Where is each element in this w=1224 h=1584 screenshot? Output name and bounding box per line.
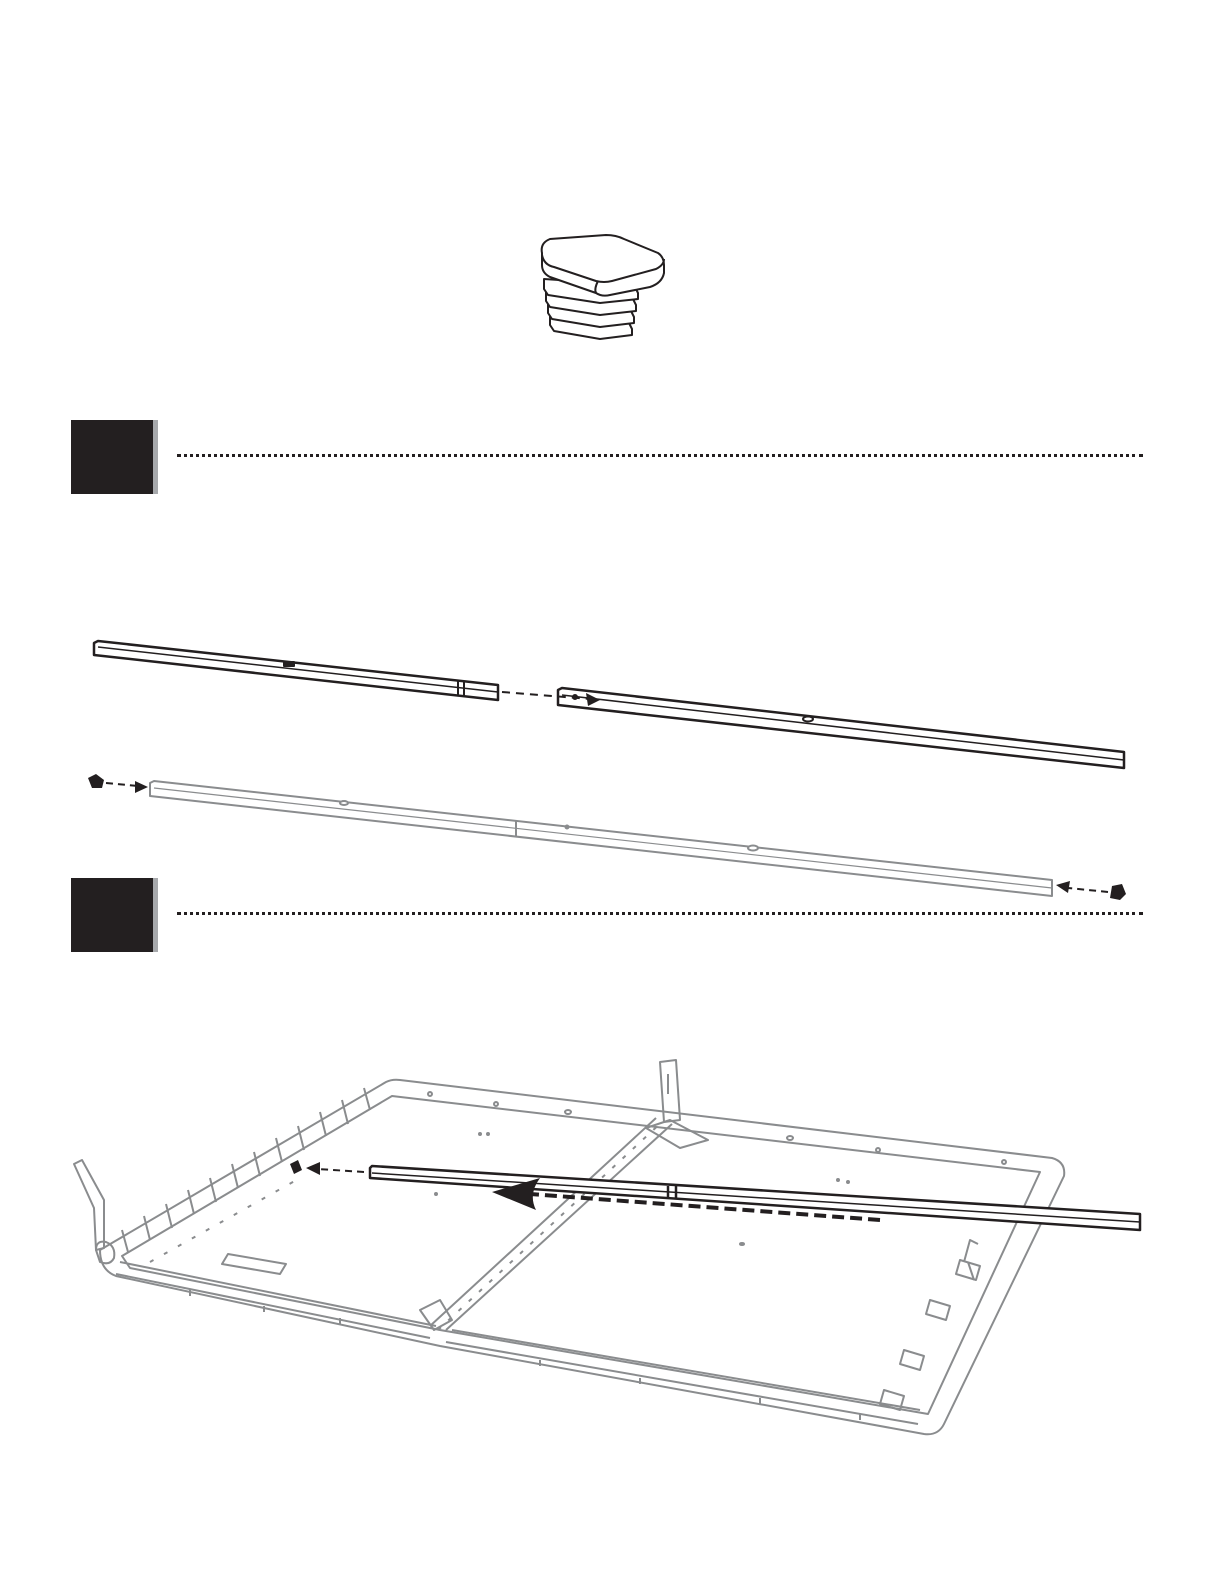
rail-into-frame-icon xyxy=(0,1050,1224,1550)
step-2-header xyxy=(71,878,1146,954)
rail-join-and-cap-icon xyxy=(0,620,1224,920)
step-2-number-box xyxy=(71,878,158,952)
step-1-header xyxy=(71,420,1146,496)
step-2-dotted-rule xyxy=(177,912,1143,915)
step-2-number xyxy=(71,878,153,952)
step-1-number-box xyxy=(71,420,158,494)
step-1-number xyxy=(71,420,153,494)
step-1-dotted-rule xyxy=(177,454,1143,457)
end-cap-plug-icon xyxy=(520,225,680,355)
